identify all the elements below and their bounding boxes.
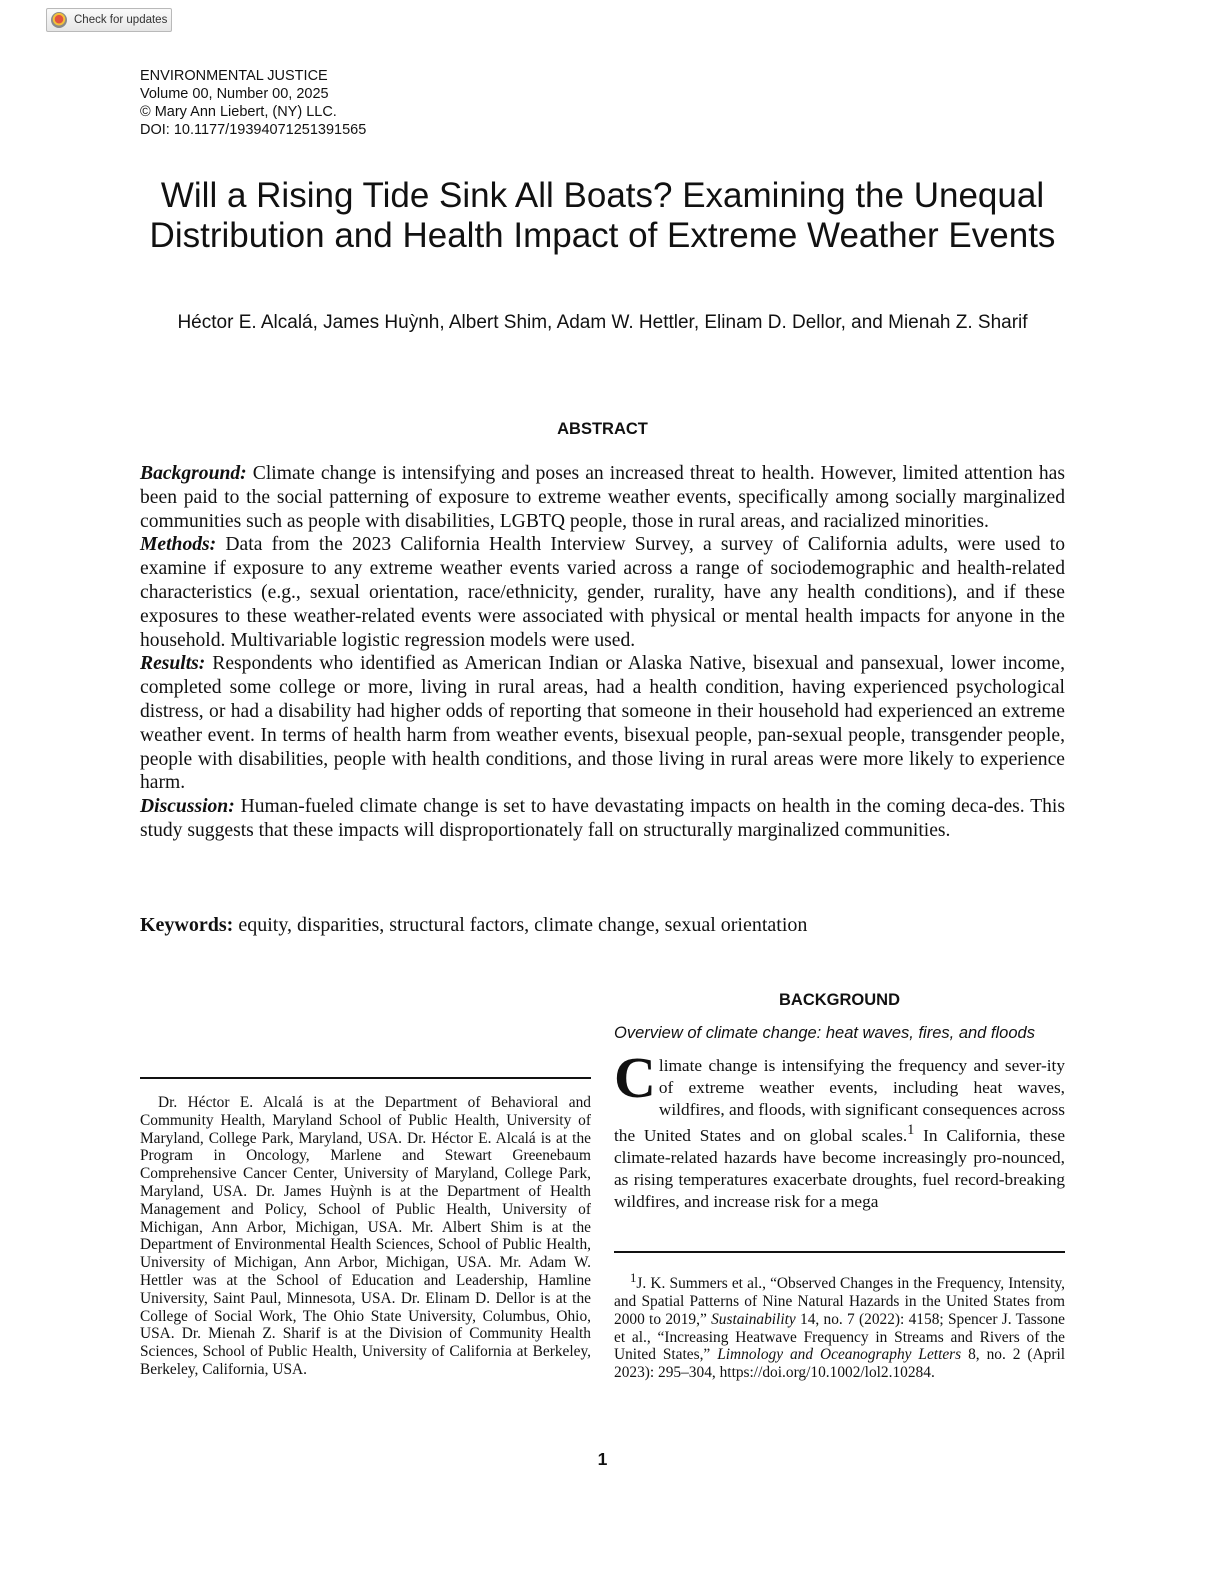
- journal-meta: [140, 67, 366, 139]
- footnote-divider: [614, 1251, 1065, 1253]
- background-subheading: Overview of climate change: heat waves, fires, and floods: [614, 1024, 1035, 1042]
- abstract-methods: [140, 533, 1065, 652]
- footnote-text: [614, 1270, 1065, 1382]
- check-for-updates-button[interactable]: [46, 8, 172, 32]
- abstract-heading: ABSTRACT: [557, 420, 648, 438]
- abstract-results-label: Results:: [140, 653, 206, 675]
- article-title: [80, 176, 1125, 256]
- page-number: 1: [597, 1449, 608, 1469]
- abstract-methods-text: Data from the 2023 California Health Interview Survey, a survey of California adults, were used to examine if exposure to any extreme weather events varied across a range of sociodemographic and health-related characteristics (e.g., sexual orientation, race/ethnicity, gender, rurality, have any health conditions), and if these exposures to these weather-related events were associated with physical or mental health impacts for anyone in the household. Multivariable logistic regression models were used.: [140, 534, 1065, 651]
- author-list: Héctor E. Alcalá, James Huỳnh, Albert Shim, Adam W. Hettler, Elinam D. Dellor, and Mienah Z. Sharif: [177, 312, 1028, 333]
- footnote-ref[interactable]: 1: [907, 1122, 915, 1139]
- affiliations-text: Dr. Héctor E. Alcalá is at the Department of Behavioral and Community Health, Maryland School of Public Health, University of Maryland, College Park, Maryland, USA. Dr. Héctor E. Alcalá is at the Program in Oncology, Marlene and Stewart Greenebaum Comprehensive Cancer Center, University of Maryland, College Park, Maryland, USA. Dr. James Huỳnh is at the Department of Health Management and Policy, School of Public Health, University of Michigan, Ann Arbor, Michigan, USA. Mr. Albert Shim is at the Department of Environmental Health Sciences, School of Public Health, University of Michigan, Ann Arbor, Michigan, USA. Mr. Adam W. Hettler was at the School of Education and Leadership, Hamline University, Saint Paul, Minnesota, USA. Dr. Elinam D. Dellor is at the College of Social Work, The Ohio State University, Columbus, Ohio, USA. Dr. Mienah Z. Sharif is at the Division of Community Health Sciences, School of Public Health, University of California at Berkeley, Berkeley, California, USA.: [140, 1094, 591, 1378]
- drop-cap: C: [614, 1045, 656, 1110]
- footnote-end: .: [930, 1364, 935, 1382]
- footnote-part-2: 14, no. 7 (2022): 4158; Spencer J. Tassone et al., “Increasing Heatwave Frequency in Streams and Rivers of the United States,”: [614, 1310, 1065, 1364]
- journal-volume: Volume 00, Number 00, 2025: [140, 86, 329, 102]
- article-title-line-2: Distribution and Health Impact of Extreme Weather Events: [149, 216, 1056, 255]
- footnote-journal-2: Limnology and Oceanography Letters: [717, 1346, 962, 1364]
- journal-copyright: © Mary Ann Liebert, (NY) LLC.: [140, 104, 337, 120]
- background-heading: BACKGROUND: [779, 991, 900, 1009]
- abstract-results: [140, 652, 1065, 795]
- affiliation-divider: [140, 1077, 591, 1079]
- abstract-methods-label: Methods:: [140, 534, 217, 556]
- journal-name: ENVIRONMENTAL JUSTICE: [140, 68, 328, 84]
- footnote-marker: 1: [630, 1271, 637, 1285]
- background-body: [614, 1045, 1066, 1212]
- abstract-discussion-label: Discussion:: [140, 796, 235, 818]
- background-paragraph: [614, 1045, 1066, 1212]
- abstract-background-label: Background:: [140, 463, 247, 484]
- keywords-text: equity, disparities, structural factors, climate change, sexual orientation: [238, 914, 808, 936]
- check-for-updates-label: Check for updates: [74, 14, 168, 26]
- keywords: [140, 914, 1065, 937]
- abstract-discussion-text: Human-fueled climate change is set to have devastating impacts on health in the coming deca-des. This study suggests that these impacts will disproportionately fall on structurally marginalized communities.: [140, 796, 1065, 841]
- keywords-label: Keywords:: [140, 914, 234, 936]
- footnote-journal-1: Sustainability: [711, 1310, 796, 1328]
- footnote: [614, 1270, 1065, 1382]
- abstract-background-text: Climate change is intensifying and poses an increased threat to health. However, limited attention has been paid to the social patterning of exposure to extreme weather events, specifically among socially marginalized communities such as people with disabilities, LGBTQ people, those in rural areas, and racialized minorities.: [140, 463, 1065, 532]
- footnote-doi-link[interactable]: https://doi.org/10.1002/lol2.10284: [719, 1364, 931, 1382]
- article-title-line-1: Will a Rising Tide Sink All Boats? Examining the Unequal: [160, 176, 1045, 215]
- abstract-discussion: [140, 795, 1065, 843]
- crossmark-icon: [51, 12, 67, 28]
- abstract-background: [140, 462, 1065, 533]
- background-text-part-2: In California, these climate-related hazards have become increasingly pro-nounced, as rising temperatures exacerbate droughts, fuel record-breaking wildfires, and increase risk for a mega: [614, 1126, 1066, 1211]
- footnote-part-3: 8, no. 2 (April 2023): 295–304,: [614, 1346, 1065, 1382]
- footnote-part-1: J. K. Summers et al., “Observed Changes in the Frequency, Intensity, and Spatial Patterns of Nine Natural Hazards in the United States from 2000 to 2019,”: [614, 1275, 1065, 1328]
- background-text-part-1: limate change is intensifying the frequency and sever-ity of extreme weather events, including heat waves, wildfires, and floods, with significant consequences across the United States and on global scales.: [614, 1056, 1065, 1146]
- abstract-results-text: Respondents who identified as American Indian or Alaska Native, bisexual and pansexual, lower income, completed some college or more, living in rural areas, had a health condition, having experienced psychological distress, or had a disability had higher odds of reporting that someone in their household had experienced an extreme weather event. In terms of health harm from weather events, bisexual people, pan-sexual people, transgender people, people with disabilities, people with health conditions, and those living in rural areas were more likely to experience harm.: [140, 653, 1065, 794]
- author-affiliations: [140, 1094, 591, 1379]
- journal-doi: DOI: 10.1177/19394071251391565: [140, 122, 367, 138]
- abstract: [140, 462, 1065, 843]
